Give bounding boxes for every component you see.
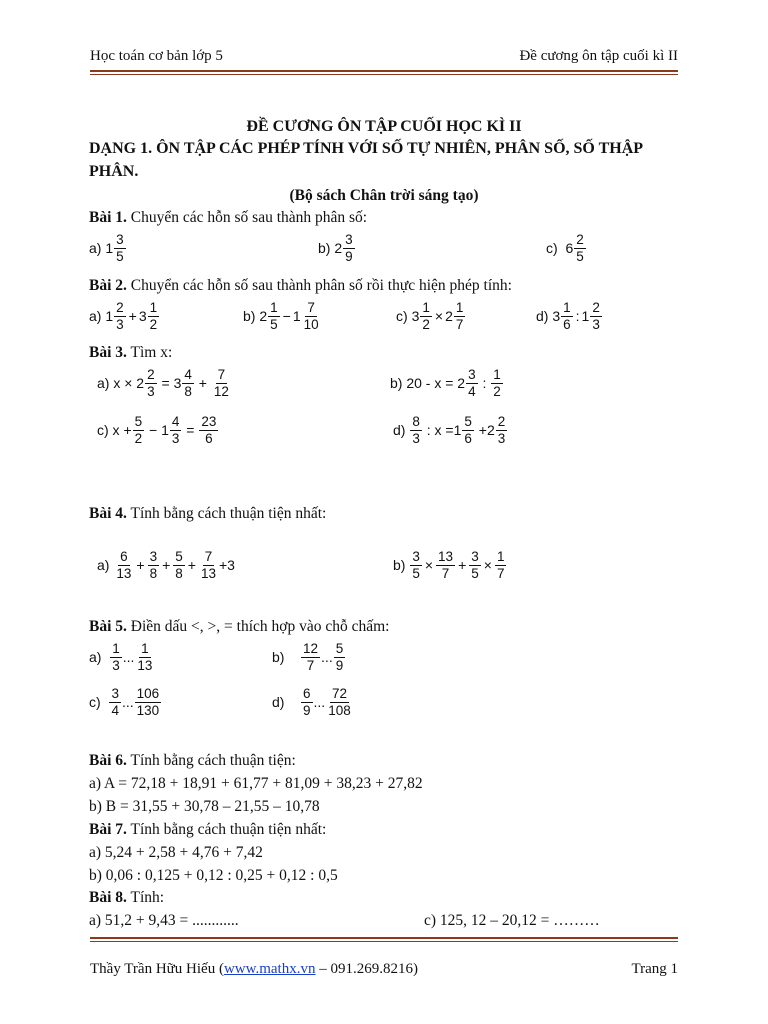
bai5-b: b) $\frac{12}{7}$ ... $\frac{5}{9}$: [272, 641, 344, 673]
page-number: Trang 1: [631, 961, 678, 977]
bai5-prompt: [89, 618, 389, 636]
section-heading-2: PHÂN.: [89, 163, 139, 180]
page-footer: [90, 961, 678, 978]
bai3-a: a) x × 2 $\frac{2}{3}$ = 3 $\frac{4}{8}$ + $\frac{7}{12}$: [97, 367, 229, 399]
bai3-label: Bài 3.: [89, 344, 127, 361]
bai8-c: c) 125, 12 – 20,12 = ………: [424, 912, 600, 929]
bai1-a: a) 1 $\frac{3}{5}$: [89, 232, 124, 264]
bai3-prompt: [89, 344, 172, 362]
bai1-prompt: [89, 209, 367, 227]
bai2-text: Chuyển các hỗn số sau thành phân số rồi thực hiện phép tính:: [126, 277, 512, 294]
bai8-prompt: [89, 889, 164, 907]
footer-website-link[interactable]: www.mathx.vn: [223, 961, 316, 977]
bai2-label: Bài 2.: [89, 277, 127, 294]
bai1-label: Bài 1.: [89, 209, 127, 226]
bai6-a: a) A = 72,18 + 18,91 + 61,77 + 81,09 + 38,23 + 27,82: [89, 775, 423, 792]
bai8-text: Tính:: [126, 889, 165, 906]
book-label: (Bộ sách Chân trời sáng tạo): [289, 187, 479, 204]
bai6-b: b) B = 31,55 + 30,78 – 21,55 – 10,78: [89, 798, 320, 815]
bai4-prompt: [89, 505, 326, 523]
bai2-d: d) 3 $\frac{1}{6}$ : 1 $\frac{2}{3}$: [536, 300, 600, 332]
bai4-b: b) $\frac{3}{5}$ × $\frac{13}{7}$ + $\frac{3}{5}$ × $\frac{1}{7}$: [393, 549, 505, 581]
bai4-text: Tính bằng cách thuận tiện nhất:: [126, 505, 327, 522]
header-right: Đề cương ôn tập cuối kì II: [519, 48, 678, 64]
footer-author: Thầy Trần Hữu Hiếu (: [90, 961, 224, 977]
bai6-label: Bài 6.: [89, 752, 127, 769]
bai1-text: Chuyển các hỗn số sau thành phân số:: [126, 209, 368, 226]
bai2-c: c) 3 $\frac{1}{2}$ × 2 $\frac{1}{7}$: [396, 300, 464, 332]
bai7-prompt: [89, 821, 326, 839]
page-title: ĐỀ CƯƠNG ÔN TẬP CUỐI HỌC KÌ II: [246, 118, 522, 135]
bai5-text: Điền dấu <, >, = thích hợp vào chỗ chấm:: [126, 618, 390, 635]
bai1-c: c) 6 $\frac{2}{5}$: [546, 232, 584, 264]
page-header: [90, 48, 678, 68]
bai5-c: c) $\frac{3}{4}$ ... $\frac{106}{130}$: [89, 686, 160, 718]
footer-phone: – 091.269.8216): [315, 961, 418, 977]
bai5-d: d) $\frac{6}{9}$ ... $\frac{72}{108}$: [272, 686, 351, 718]
bai2-a: a) 1 $\frac{2}{3}$ + 3 $\frac{1}{2}$: [89, 300, 158, 332]
header-rule: [90, 70, 678, 75]
bai6-text: Tính bằng cách thuận tiện:: [126, 752, 296, 769]
bai7-b: b) 0,06 : 0,125 + 0,12 : 0,25 + 0,12 : 0,5: [89, 867, 338, 884]
bai8-label: Bài 8.: [89, 889, 127, 906]
header-left: Học toán cơ bản lớp 5: [90, 48, 223, 64]
section-heading-1: DẠNG 1. ÔN TẬP CÁC PHÉP TÍNH VỚI SỐ TỰ NHIÊN, PHÂN SỐ, SỐ THẬP: [89, 140, 644, 157]
bai7-label: Bài 7.: [89, 821, 127, 838]
bai2-b: b) 2 $\frac{1}{5}$ − 1 $\frac{7}{10}$: [243, 300, 319, 332]
bai3-text: Tìm x:: [126, 344, 173, 361]
bai4-a: a) $\frac{6}{13}$ + $\frac{3}{8}$ + $\frac{5}{8}$ + $\frac{7}{13}$ +3: [97, 549, 235, 581]
bai4-label: Bài 4.: [89, 505, 127, 522]
bai3-d: d) $\frac{8}{3}$ : x =1 $\frac{5}{6}$ +2 $\frac{2}{3}$: [393, 414, 506, 446]
bai7-text: Tính bằng cách thuận tiện nhất:: [126, 821, 327, 838]
bai2-prompt: [89, 277, 512, 295]
bai3-b: b) 20 - x = 2 $\frac{3}{4}$ : $\frac{1}{2}$: [390, 367, 501, 399]
footer-rule: [90, 937, 678, 942]
bai3-c: c) x + $\frac{5}{2}$ − 1 $\frac{4}{3}$ = $\frac{23}{6}$: [97, 414, 217, 446]
bai5-a: a) $\frac{1}{3}$ ... $\frac{1}{13}$: [89, 641, 153, 673]
bai8-a: a) 51,2 + 9,43 = ............: [89, 912, 239, 929]
bai1-b: b) 2 $\frac{3}{9}$: [318, 232, 353, 264]
bai7-a: a) 5,24 + 2,58 + 4,76 + 7,42: [89, 844, 263, 861]
bai5-label: Bài 5.: [89, 618, 127, 635]
bai6-prompt: [89, 752, 296, 770]
